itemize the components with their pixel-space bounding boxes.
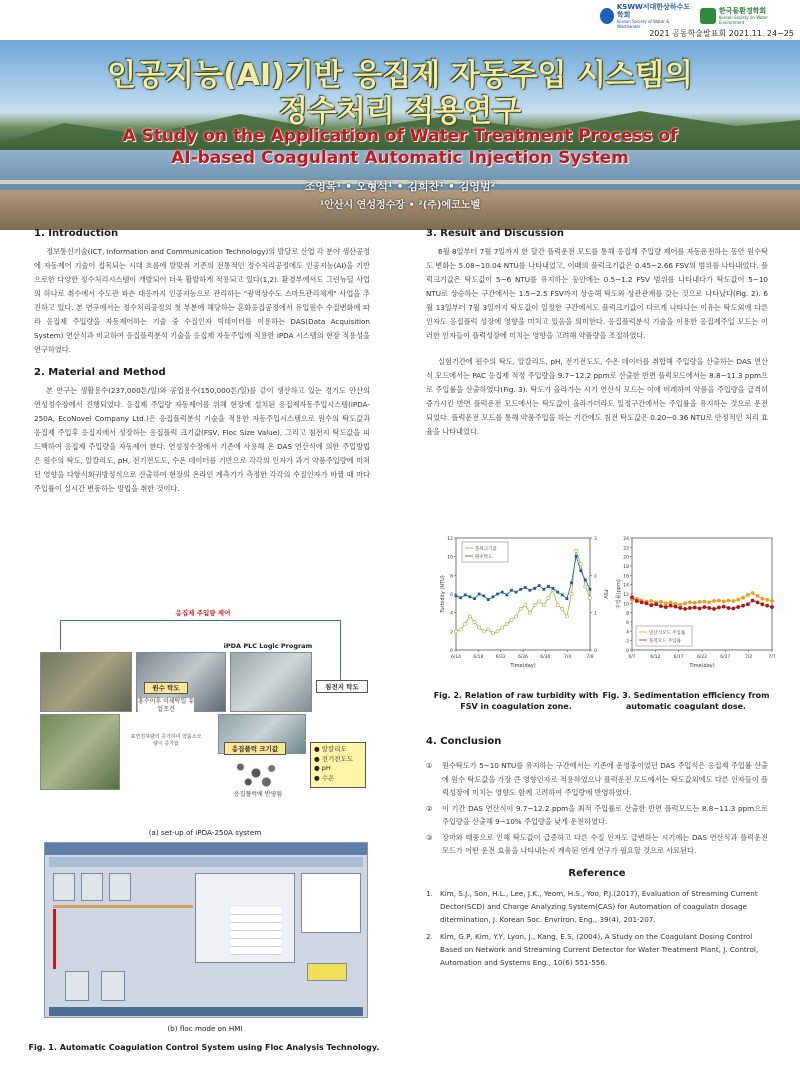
hmi-tab-strip (49, 857, 363, 867)
data-point (737, 605, 740, 608)
x-tick-label: 6/18 (473, 655, 484, 660)
figure3-chart (610, 526, 782, 688)
x-axis-label: Time(day) (689, 663, 715, 669)
y-tick-label: 20 (623, 555, 629, 561)
data-point (547, 596, 550, 599)
y-right-tick-label: 3 (594, 537, 597, 542)
figure3-svg (610, 526, 782, 684)
data-point (533, 587, 536, 590)
data-point (751, 599, 754, 602)
data-point (717, 606, 720, 609)
factor-list (310, 742, 366, 788)
data-point (538, 584, 541, 587)
data-point (761, 597, 764, 600)
data-point (515, 591, 518, 594)
reference-item: 1. Kim, S.J., Son, H.L., Lee, J.K., Yeom, H.S., Yoo, P.J.(2017), Evaluation of Streaming Current Dector(SCD) and Charge Analyzing System(CAS) for Automation of coagulatn dosage ditermination, J. Korean Soc. Envriron. Eng., 39(4), 201-207. (426, 888, 758, 924)
data-point (684, 602, 687, 605)
data-point (529, 589, 532, 592)
data-point (645, 602, 648, 605)
data-point (491, 632, 494, 635)
introduction-text: 정보통신기술(ICT, Information and Communication Technology)의 발달로 산업 각 분야 생산공정에 자동제어 기술이 접목되는 시대 흐름에 발맞춰 기존의 전통적인 정수처리공정에도 인공지능(AI)을 기반으로한 다양한 정수처리시스템이 개발되어 더욱 활발하게 적용되고 있다(1,2). 환경부에서도 그린뉴딜 사업의 하나로 취수에서 수도관 파손 대응까지 인공지능으로 관리하는 "광역상수도 스마트관리체계" 사업을 추진하고 있다. 본 연구에서는 정수처리공정의 첫 부분에 해당하는 혼화응집공정에서 유입원수 수질변화에 따라 응집제 주입량을 자동제어하는 기술 중 수질인자 빅데이터를 이용하는 DAS(Data Acquisition System) 연산식과 비교하여 응집플럭분석 기술을 응집제 자동주입에 적용한 iPDA 시스템의 현장 적용성을 연구하였다. (34, 247, 370, 354)
data-point (766, 604, 769, 607)
data-point (693, 606, 696, 609)
y-tick-label: 18 (623, 565, 629, 570)
data-point (669, 601, 672, 604)
conclusion-heading: 4. Conclusion (426, 736, 502, 747)
data-point (650, 599, 653, 602)
control-label: 응집제 주입량 제어 (175, 609, 231, 617)
data-point (524, 604, 527, 607)
data-point (693, 601, 696, 604)
hmi-value-panel (301, 873, 361, 933)
data-point (464, 594, 467, 597)
data-point (533, 604, 536, 607)
x-tick-label: 6/26 (517, 655, 529, 660)
data-point (650, 604, 653, 607)
data-point (556, 591, 559, 594)
data-point (703, 600, 706, 603)
x-tick-label: 7/7 (768, 655, 776, 660)
y-tick-label: 0 (626, 649, 629, 654)
figure1-setup-diagram (40, 608, 370, 813)
hmi-pump-icon (101, 971, 125, 1001)
data-point (640, 601, 643, 604)
data-point (496, 630, 499, 633)
data-point (664, 602, 667, 605)
figure3-caption: Fig. 3. Sedimentation efficiency from automatic coagulant dose. (602, 691, 770, 711)
data-point (717, 599, 720, 602)
data-point (510, 619, 513, 622)
data-point (478, 626, 481, 629)
y-right-axis-label: FSV (602, 589, 608, 599)
data-point (542, 588, 545, 591)
x-tick-label: 7/4 (564, 655, 572, 660)
y-right-tick-label: 2 (594, 574, 597, 580)
x-tick-label: 7/8 (586, 655, 594, 660)
conference-date: 2021 공동학술발표회 2021.11. 24~25 (649, 29, 794, 38)
data-point (492, 595, 495, 598)
kswwa-logo-name: KSWW서대한상하수도학회 (616, 3, 691, 19)
data-point (659, 600, 662, 603)
legend-label: 플럭모드 주입률 (649, 639, 681, 644)
data-point (741, 596, 744, 599)
data-point (570, 581, 573, 584)
data-point (552, 587, 555, 590)
data-point (487, 628, 490, 631)
conclusion-section (426, 736, 768, 969)
data-point (579, 563, 582, 566)
data-point (698, 600, 701, 603)
x-tick-label: 7/2 (745, 655, 753, 660)
x-tick-label: 6/17 (673, 655, 684, 660)
data-point (556, 604, 559, 607)
data-point (584, 585, 587, 588)
data-point (712, 599, 715, 602)
data-point (770, 599, 773, 602)
header-bar (0, 0, 800, 44)
x-tick-label: 6/27 (720, 655, 731, 660)
kswwa-logo-sub: Korean Society of Water & Wastewater (616, 19, 670, 29)
hmi-pipe (53, 905, 193, 908)
data-point (575, 549, 578, 552)
data-point (505, 594, 508, 597)
conclusion-list (426, 759, 768, 858)
data-point (478, 593, 481, 596)
data-point (482, 594, 485, 597)
plc-cabinet-photo (230, 652, 312, 712)
raw-detail-text: 홍수이후 이세탁일 유입조건 (138, 698, 194, 732)
reference-heading: Reference (568, 867, 626, 879)
x-tick-label: 6/12 (650, 655, 661, 660)
data-point (669, 604, 672, 607)
figure2-svg (426, 526, 616, 684)
data-point (575, 555, 578, 558)
floc-particles-icon (230, 758, 282, 788)
raw-note-text: 표면전하량의 증가하여 약품소모량이 증가함 (130, 734, 202, 750)
data-point (455, 594, 458, 597)
reference-list (426, 887, 768, 969)
series-line (456, 551, 590, 634)
y-tick-label: 12 (447, 537, 453, 542)
conclusion-item: ③ 장마와 태풍으로 인해 탁도값이 급증하고 다른 수질 인자도 급변하는 시기에는 DAS 연산식과 플럭운전 모드가 어떤 운전 효율을 나타내는지 계속된 연계 연구가 필요할 것으로 사료된다. (426, 832, 768, 855)
data-point (570, 592, 573, 595)
conclusion-item: ② 이 기간 DAS 연산식이 9.7~12.2 ppm을 최적 주입률로 산출한 반면 플럭모드는 8.8~11.3 ppm으로 주입량을 산출해 9~10% 주입량을 낮게 운전하였다. (426, 803, 768, 826)
y-tick-label: 10 (623, 602, 629, 608)
data-point (688, 606, 691, 609)
data-point (538, 600, 541, 603)
figure1b-caption: (b) floc mode on HMI (167, 1024, 243, 1033)
y-axis-label: Turbidity (NTU) (440, 575, 446, 613)
x-tick-label: 6/30 (540, 655, 551, 660)
data-point (684, 607, 687, 610)
x-axis-label: Time(day) (510, 663, 536, 669)
data-point (698, 607, 701, 610)
hmi-tank-icon (109, 873, 131, 901)
y-right-tick-label: 1 (594, 611, 597, 617)
data-point (630, 596, 633, 599)
hmi-tank-icon (81, 873, 103, 901)
data-point (746, 593, 749, 596)
data-point (737, 598, 740, 601)
y-tick-label: 4 (450, 611, 453, 617)
kswwa-logo (600, 3, 692, 29)
data-point (770, 605, 773, 608)
data-point (655, 603, 658, 606)
data-point (501, 626, 504, 629)
hmi-graph-area (231, 907, 281, 955)
control-arrow-left (60, 620, 61, 650)
data-point (547, 585, 550, 588)
data-point (468, 615, 471, 618)
data-point (727, 599, 730, 602)
data-point (732, 599, 735, 602)
data-point (510, 589, 513, 592)
x-tick-label: 6/22 (495, 655, 506, 660)
y-tick-label: 16 (623, 574, 629, 580)
data-point (487, 598, 490, 601)
data-point (727, 606, 730, 609)
x-tick-label: 6/7 (628, 655, 636, 660)
data-point (756, 601, 759, 604)
data-point (708, 601, 711, 604)
control-arrow-right (340, 620, 341, 682)
settle-turbidity-box: 침전지 탁도 (316, 680, 368, 693)
hmi-tank-icon (53, 873, 75, 901)
data-point (722, 600, 725, 603)
affiliation: ¹안산시 연성정수장 • ²(주)에코노벨 (319, 200, 481, 211)
hmi-alarm-box (307, 963, 347, 981)
data-point (482, 630, 485, 633)
data-point (756, 594, 759, 597)
data-point (659, 605, 662, 608)
results-heading: 3. Result and Discussion (426, 228, 565, 239)
hmi-screenshot (44, 842, 368, 1018)
data-point (514, 615, 517, 618)
data-point (703, 605, 706, 608)
data-point (468, 595, 471, 598)
data-point (579, 569, 582, 572)
control-arrow-top (60, 620, 340, 621)
hmi-pipe-red (53, 909, 56, 969)
title-english-line1: A Study on the Application of Water Treatment Process of (122, 126, 678, 146)
y-tick-label: 0 (450, 649, 453, 654)
hmi-title-bar (45, 843, 367, 855)
floc-reaction-label: 응집플럭에 반영됨 (233, 791, 283, 798)
y-tick-label: 14 (623, 583, 629, 589)
data-point (751, 591, 754, 594)
ksee-logo-icon (700, 8, 716, 24)
y-tick-label: 6 (626, 621, 629, 626)
data-point (528, 611, 531, 614)
y-tick-label: 6 (450, 593, 453, 598)
factor-item: ● 알칼리도 (314, 745, 347, 753)
figure2-chart (426, 526, 616, 688)
results-text-2: 실험기간에 원수의 탁도, 알칼리도, pH, 전기전도도, 수온 데이터를 취합해 주입량을 산출하는 DAS 연산식 모드에서는 PAC 응집제 적정 주입량을 9.7~12.2 ppm로 산출한 반면 플럭모드에서는 8.8~11.3 ppm으로 주입률을 산출하였다(Fig. 3). 탁도가 올라가는 시기 연산식 모드는 이에 비례하여 약품을 주입량을 급격히 증가시킨 반면 플럭운전 모드에서는 탁도값이 올라가더라도 일정구간에서는 주입률을 유지하는 것으로 운전되었다. 플럭운전 모드를 통해 약품주입을 하는 기간에도 침전 탁도값은 0.20~0.36 NTU로 안정적인 처리 효율을 나타내었다. (426, 357, 768, 436)
y-tick-label: 10 (447, 555, 453, 561)
data-point (674, 605, 677, 608)
y-tick-label: 4 (626, 630, 629, 636)
method-heading: 2. Material and Method (34, 367, 166, 378)
data-point (501, 591, 504, 594)
plc-label: iPDA PLC Logic Program (223, 642, 313, 650)
data-point (679, 606, 682, 609)
kswwa-logo-icon (600, 8, 614, 24)
y-axis-label: 주입률(ppm) (616, 579, 622, 609)
data-point (459, 596, 462, 599)
authors: 조영목¹ • 오형석¹ • 김희찬¹ • 김영범² (304, 180, 496, 193)
y-right-tick-label: 0 (594, 649, 597, 654)
legend-label: 플럭크기값 (475, 547, 497, 552)
y-tick-label: 2 (450, 630, 453, 636)
conclusion-item: ① 원수탁도가 5~10 NTU를 유지하는 구간에서는 기존에 운영중이었던 DAS 주입식은 응집제 주입률 산출에 원수 탁도값을 가장 큰 영향인자로 적용하였으나 플럭운전 모드에서는 탁도값외에도 다른 인자들이 플럭성장에 미치는 영향도 함께 고려하여 주입량에 반영하였다. (426, 761, 768, 797)
x-tick-label: 6/14 (450, 655, 462, 660)
method-text: 본 연구는 생활용수(237,000톤/일)와 공업용수(150,000톤/일)를 같이 생산하고 있는 경기도 안산의 연성정수장에서 진행되었다. 응집제 주입량 자동제어를 위해 현장에 설치된 응집제자동주입시스템(iPDA-250A, EcoNovel Company Ltd.)은 응집플럭분석 기술을 적용한 자동주입시스템으로 원수의 탁도값과 응집제 주입후 응집지에서 성장하는 응집플럭 크기값(FSV, Floc Size Value), 그리고 침전지 탁도값을 피드백하여 응집제 주입량을 자동제어 한다. 연성정수장에서 기존에 사용해 온 DAS 연산식에 의한 주입방법은 원수의 탁도, 알칼리도, pH, 전기전도도, 수온 데이터를 기반으로 각각의 인자가 과거 약품주입량에 미쳐던 영향을 다항식회귀방정식으로 산출하여 현장의 온라인 계측기가 측정한 각각의 수질인자가 바뀔 때 마다 주입률이 실시간 변동하는 방법을 취한 것이다. (34, 386, 370, 493)
series-line (632, 597, 772, 609)
data-point (524, 586, 527, 589)
data-point (712, 607, 715, 610)
legend-label: 연산식모드 주입률 (649, 631, 686, 636)
data-point (561, 594, 564, 597)
data-point (679, 603, 682, 606)
title-english-line2: AI-based Coagulant Automatic Injection System (171, 148, 629, 168)
data-point (635, 599, 638, 602)
data-point (473, 597, 476, 600)
y-tick-label: 2 (626, 639, 629, 645)
hmi-pump-icon (65, 971, 89, 1001)
series-line (632, 593, 772, 605)
data-point (766, 598, 769, 601)
introduction-heading: 1. Introduction (34, 228, 119, 239)
coagulation-basin-photo (40, 714, 120, 790)
raw-turbidity-box: 원수 탁도 (144, 682, 188, 694)
data-point (688, 601, 691, 604)
ksee-logo (700, 6, 794, 26)
y-tick-label: 12 (623, 593, 629, 598)
data-point (708, 606, 711, 609)
left-column (34, 228, 370, 496)
floc-size-box: 응집플럭 크기값 (224, 742, 286, 755)
y-tick-label: 24 (623, 537, 629, 542)
factor-item: ● pH (314, 764, 331, 772)
factor-item: ● 수온 (314, 773, 335, 782)
data-point (519, 607, 522, 610)
data-point (722, 605, 725, 608)
data-point (496, 593, 499, 596)
data-point (732, 607, 735, 610)
data-point (746, 603, 749, 606)
figure1-caption: Fig. 1. Automatic Coagulation Control System using Floc Analysis Technology. (28, 1043, 380, 1052)
data-point (565, 597, 568, 600)
data-point (761, 603, 764, 606)
data-point (464, 622, 467, 625)
reference-item: 2. Kim, G.P, Kim, Y.Y, Lyon, J., Kang, E.S, (2004), A Study on the Coagulant Dosing Control Based on Network and Streaming Current Detector for Water Treatment Plant, J. Control, Automation and Systems Eng., 10(6) 551-556. (426, 931, 759, 967)
legend-label: 원수탁도 (475, 555, 493, 560)
y-tick-label: 8 (450, 574, 453, 580)
data-point (565, 615, 568, 618)
data-point (589, 588, 592, 591)
figure2-caption: Fig. 2. Relation of raw turbidity with FSV in coagulation zone. (433, 691, 599, 711)
title-korean-line1: 인공지능(AI)기반 응집제 자동주입 시스템의 (107, 58, 693, 93)
ksee-logo-sub: Korean Society on Water Environment (718, 15, 769, 25)
dosing-equipment-photo (40, 652, 132, 712)
results-text-1: 6월 8일부터 7월 7일까지 한 달간 플럭운전 모드를 통해 응집제 주입량 제어를 자동운전하는 동안 원수탁도 변화는 5.08~10.04 NTU를 나타내었고, 이때의 플럭크기값은 0.45~2.66 FSV의 범위를 나타내었다. 플럭크기값은 탁도값이 5~6 NTU를 유지하는 동안에는 0.5~1.2 FSV 범위를 나타내다가 탁도값이 5~10 NTU로 상승하는 구간에서는 1.5~2.5 FSV까지 상승해 탁도와 상관관계를 갖는 것으로 나타났다(Fig. 2). 6월 13일부터 7월 3일까지 탁도값이 일정한 구간에서도 플럭크기값이 다르게 나타나는 이유는 탁도외에 다른 인자도 응집플럭 성장에 영향을 미치고 있음을 의미한다. 응집플럭분석 기술을 이용한 응집제주입 모드는 이러한 인자들이 플럭성장에 미치는 영향을 고려해 약품량을 조절하였다. (426, 247, 768, 340)
data-point (505, 622, 508, 625)
y-tick-label: 22 (623, 546, 629, 552)
data-point (588, 596, 591, 599)
ksee-logo-name: 한국물환경학회 (718, 7, 767, 15)
data-point (664, 605, 667, 608)
data-point (584, 579, 587, 582)
data-point (459, 628, 462, 631)
hmi-status-bar (49, 1007, 363, 1016)
title-korean-line2: 정수처리 적용연구 (278, 94, 522, 129)
figure1a-caption: (a) set-up of iPDA-250A system (148, 828, 262, 837)
data-point (542, 604, 545, 607)
factor-item: ● 전기전도도 (314, 754, 354, 763)
right-column (426, 228, 768, 439)
data-point (519, 588, 522, 591)
data-point (741, 604, 744, 607)
data-point (561, 607, 564, 610)
data-point (454, 630, 457, 633)
data-point (473, 620, 476, 623)
y-tick-label: 8 (626, 611, 629, 617)
x-tick-label: 6/22 (696, 655, 708, 660)
